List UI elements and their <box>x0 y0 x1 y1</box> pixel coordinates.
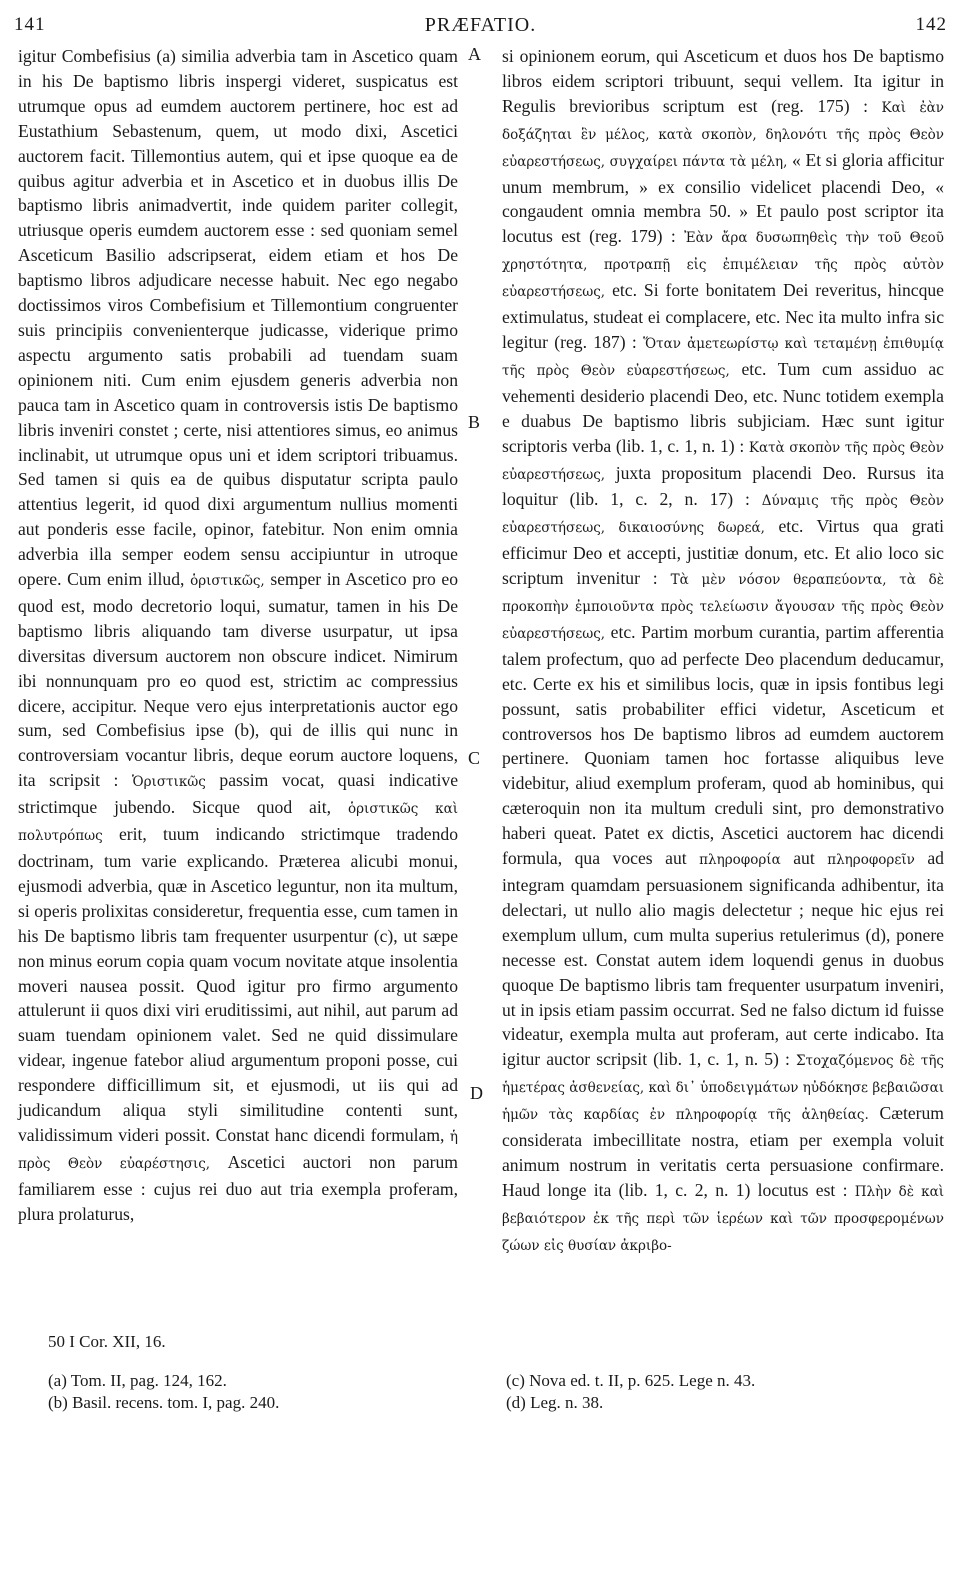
margin-letter-a: A <box>468 44 481 64</box>
greek-run: Πλὴν δὲ καὶ βεβαιότερον ἐκ τῆς περὶ τῶν ἱερέων καὶ τῶν προσφερομένων ζώων εἰς θυσίαν ἀκριβο- <box>502 1183 944 1254</box>
text-run: erit, tuum indicando strictimque tradendo doctrinam, tum varie explicando. Præterea alicubi monui, ejusmodi adverbia, quæ in Ascetico leguntur, non ita multum, si operis prolixitas consideretur, frequentia esse, cum tamen in his De baptismo libris tam frequenter usurpentur (c), ut sæpe non minus eorum copia quam vocum novitate atque insolentia moveri nausea possit. Quod igitur pro firmo argumento attulerunt ii quos dixi viri eruditissimi, aut nihil, aut parum ad suam tuendam opinionem valet. Sed ne quid dissimulare videar, ingenue fatebor aliud argumentum proponi posse, cui respondere difficillimum sit, et ejusmodi, ut iis qui ad judicandum aliqua styli similitudine contenti sunt, validissimum videri possit. Constat hanc dicendi formulam, <box>18 824 458 1145</box>
greek-run: ὁριστικῶς, <box>190 573 265 590</box>
running-header <box>14 14 947 40</box>
margin-letter-b: B <box>468 412 481 432</box>
greek-run: πληροφορεῖν <box>827 852 915 869</box>
greek-run: Ὅταν ἀμετεωρίστῳ καὶ τεταμένῃ ἐπιθυμίᾳ τῆς πρὸς Θεὸν εὐαρεστήσεως, <box>502 335 945 379</box>
left-text <box>18 44 458 1227</box>
margin-letter-c: C <box>468 748 481 768</box>
text-run: passim vocat, quasi indicative strictimque jubendo. Sicque quod ait, <box>18 770 459 818</box>
greek-run: πληροφορία <box>699 852 781 869</box>
text-run: etc. Si forte bonitatem Dei reveritus, hincque extimulatus, studeat ei complacere, etc. Nec ita multo infra sic legitur (reg. 187) : <box>502 280 944 352</box>
page-number-left: 141 <box>14 14 46 35</box>
text-run: ad integram quamdam persuasionem significanda adhibentur, ita delectari, ut nullo alio magis delectetur ; neque hic ejus rei exemplum ullum, cum multa superius retulerimus (d), ponere necesse est. Constat autem idem loquendi genus in duobus quoque De baptismo libris tam frequenter usurpatum inveniri, ut in ipsis etiam passim occurrat. Sed ne falso dictum id fuisse videatur, exempla multa aut proferam, aut certe indicabo. Ita igitur auctor scripsit (lib. 1, c. 1, n. 5) : <box>502 848 944 1070</box>
greek-run: Δύναμις τῆς πρὸς Θεὸν εὐαρεστήσεως, δικαιοσύνης δωρεά, <box>502 493 944 537</box>
text-run: Ascetici auctori non parum familiarem esse : cujus rei duo aut tria exempla proferam, plura prolaturus, <box>18 1151 458 1224</box>
text-run: etc. Virtus qua grati efficimur Deo et accepti, justitiæ donum, etc. Et alio loco sic scriptum invenitur : <box>502 516 944 589</box>
text-run: juxta propositum placendi Deo. Rursus ita loquitur (lib. 1, c. 2, n. 17) : <box>502 462 944 510</box>
greek-run: ὁριστικῶς καὶ πολυτρόπως <box>18 801 458 845</box>
right-column <box>502 44 944 1259</box>
greek-run: Τὰ μὲν νόσον θεραπεύοντα, τὰ δὲ προκοπὴν ἐμποιοῦντα πρὸς τελείωσιν ἄγουσαν τῆς πρὸς Θεὸν εὐαρεστήσεως, <box>502 572 944 642</box>
text-run: si opinionem eorum, qui Asceticum et duos hos De baptismo libros eidem scriptori tribuunt, sequi vellem. Ita igitur in Regulis brevioribus scriptum est (reg. 175) : <box>502 46 944 116</box>
scripture-footnote: 50 I Cor. XII, 16. <box>48 1332 166 1351</box>
greek-run: Στοχαζόμενος δὲ τῆς ἡμετέρας ἀσθενείας, καὶ δι᾽ ὑποδειγμάτων ηὐδόκησε βεβαιῶσαι ἡμῶν τὰς καρδίας ἐν πληροφορίᾳ τῆς ἀληθείας. <box>502 1053 944 1124</box>
page-number-right: 142 <box>915 14 947 35</box>
greek-run: ἡ πρὸς Θεὸν εὐαρέστησις, <box>18 1128 458 1172</box>
text-run: semper in Ascetico pro eo quod est, modo decretorio loqui, sumatur, tamen in his De baptismo libris aliquando tam diverse usurpatur, ut ipsa diversitas diversum auctorem non obscure indicet. Nimirum ibi nonnunquam pro eo quod est, strictim ac compressius dicere, accipitur. Neque vero ejus interpretationis auctor ego sum, sed Combefisius ipse (b), qui de illis qui nunc in controversiam vocantur libris, deque eorum auctore loquens, ita scripsit : <box>18 569 458 791</box>
margin-letter-d: D <box>470 1083 483 1103</box>
text-run: etc. Partim morbum curantia, partim afferentia talem profectum, quo ad perfecte Deo placendum deducamur, etc. Certe ex his et similibus locis, quæ in ipsis fontibus legi possunt, satis probabiliter effici videtur, Asceticum et controversos hos De baptismo libros ad eumdem auctorem pertinere. Quoniam tamen hoc fortasse aliquibus leve videbitur, aliud exemplum proferam, quod ab hominibus, qui cæteroquin non ita multum creduli sint, pro demonstrativo haberi queat. Patet ex dictis, Ascetici auctorem hac dicendi formula, qua voces aut <box>502 621 944 869</box>
right-text <box>502 44 944 1259</box>
text-run: Cæterum considerata imbecillitate nostra, etiam per exempla voluit animum nostrum in veritatis certa persuasione confirmare. Haud longe ita (lib. 1, c. 2, n. 1) locutus est : <box>502 1103 944 1200</box>
left-column <box>18 44 458 1227</box>
text-run: etc. Tum cum assiduo ac vehementi desiderio placendi Deo, etc. Nunc totidem exempla e duabus De baptismo libris subjiciam. Hæc sunt igitur scriptoris verba (lib. 1, c. 1, n. 1) : <box>502 358 944 456</box>
greek-run: Καὶ ἐὰν δοξάζηται ἓν μέλος, κατὰ σκοπὸν, δηλονότι τῆς πρὸς Θεὸν εὐαρεστήσεως, συγχαίρει πάντα τὰ μέλη, <box>502 99 945 170</box>
text-run: aut <box>793 848 815 869</box>
running-title: PRÆFATIO. <box>424 14 537 36</box>
text-run: igitur Combefisius (a) similia adverbia tam in Ascetico quam in his De baptismo libris inspergi videret, suspicatus est utrumque opus ad eumdem auctorem pertinere, hoc est ad Eustathium Sebastenum, quem, ut modo dixi, Ascetici auctorem facit. Tillemontius autem, qui et ipse quoque ea de quibus agitur adverbia et in Ascetico et in duobus illis De baptismo libris animadvertit, inde quidem pariter collegit, utriusque operis eumdem auctorem esse : sed quoniam semel Asceticum Basilio adscripserat, eidem etiam et hos De baptismo libros adjudicare necesse habuit. Nec ego negabo doctissimos viros Combefisium et Tillemontium congruenter suis principiis convenienterque judicasse, viderique primo aspectu argumento satis probabili ad tuendam suam opinionem niti. Cum enim ejusdem generis adverbia non pauca tam in Ascetico quam in controversis istis De baptismo libris inveniri constet ; certe, nisi attentiores simus, eo animus inclinabit, ut utrumque opus uni et idem scriptori tribuamus. Sed tamen si quis ea de quibus disputatur scripta paulo attentius legerit, id quod dixi argumentum nullius momenti aut ponderis esse facile, opinor, fatebitur. Non enim omnia adverbia illa semper eodem sensu accipiuntur in utroque opere. Cum enim illud, <box>18 46 458 590</box>
greek-run: Κατὰ σκοπὸν τῆς πρὸς Θεὸν εὐαρεστήσεως, <box>502 439 944 483</box>
footnote-a: (a) Tom. II, pag. 124, 162. <box>48 1371 227 1390</box>
footnotes-right <box>506 1370 755 1414</box>
greek-run: Ἐὰν ἄρα δυσωπηθεὶς τὴν τοῦ Θεοῦ χρηστότητα, προτραπῇ εἰς ἐπιμέλειαν τῆς πρὸς αὐτὸν εὐαρεστήσεως, <box>502 230 944 301</box>
footnote-b: (b) Basil. recens. tom. I, pag. 240. <box>48 1393 280 1412</box>
greek-run: Ὁριστικῶς <box>132 774 206 791</box>
text-run: « Et si gloria afficitur unum membrum, » ex consilio videlicet placendi Deo, « congaudent omnia membra 50. » Et paulo post scriptor ita locutus est (reg. 179) : <box>502 149 944 247</box>
footnote-d: (d) Leg. n. 38. <box>506 1393 604 1412</box>
footnote-c: (c) Nova ed. t. II, p. 625. Lege n. 43. <box>506 1371 756 1390</box>
footnotes-left <box>48 1370 279 1414</box>
